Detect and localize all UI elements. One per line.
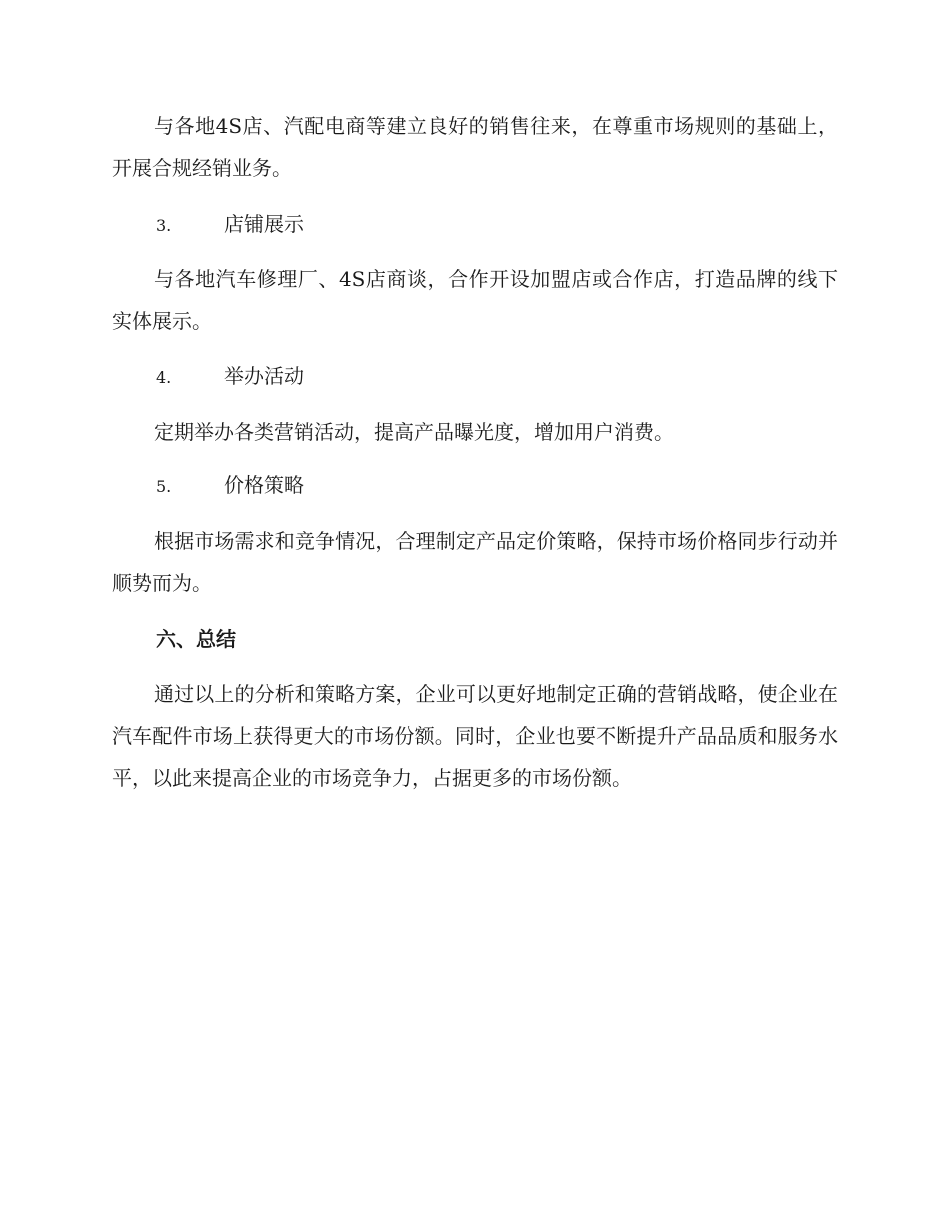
list-item-events: [156, 361, 304, 393]
list-item-number: 3.: [156, 216, 172, 235]
list-item-number: 5.: [156, 477, 172, 496]
paragraph-pricing: 根据市场需求和竞争情况，合理制定产品定价策略，保持市场价格同步行动并顺势而为。: [112, 529, 838, 595]
list-item-title: 店铺展示: [224, 212, 304, 236]
paragraph-summary: 通过以上的分析和策略方案，企业可以更好地制定正确的营销战略，使企业在汽车配件市场上获得更大的市场份额。同时，企业也要不断提升产品品质和服务水平，以此来提高企业的市场竞争力，占据更多的市场份额。: [112, 682, 838, 790]
paragraph-events: 定期举办各类营销活动，提高产品曝光度，增加用户消费。: [154, 420, 674, 444]
list-item-store-display: [156, 209, 304, 241]
section-heading-summary: 六、总结: [156, 627, 236, 651]
paragraph-store-display: 与各地汽车修理厂、4S店商谈，合作开设加盟店或合作店，打造品牌的线下实体展示。: [112, 267, 838, 333]
list-item-title: 举办活动: [224, 364, 304, 388]
paragraph-dealers: 与各地4S店、汽配电商等建立良好的销售往来，在尊重市场规则的基础上，开展合规经销业务。: [112, 114, 838, 180]
list-item-pricing: [156, 470, 304, 502]
list-item-title: 价格策略: [224, 473, 304, 497]
list-item-number: 4.: [156, 368, 172, 387]
